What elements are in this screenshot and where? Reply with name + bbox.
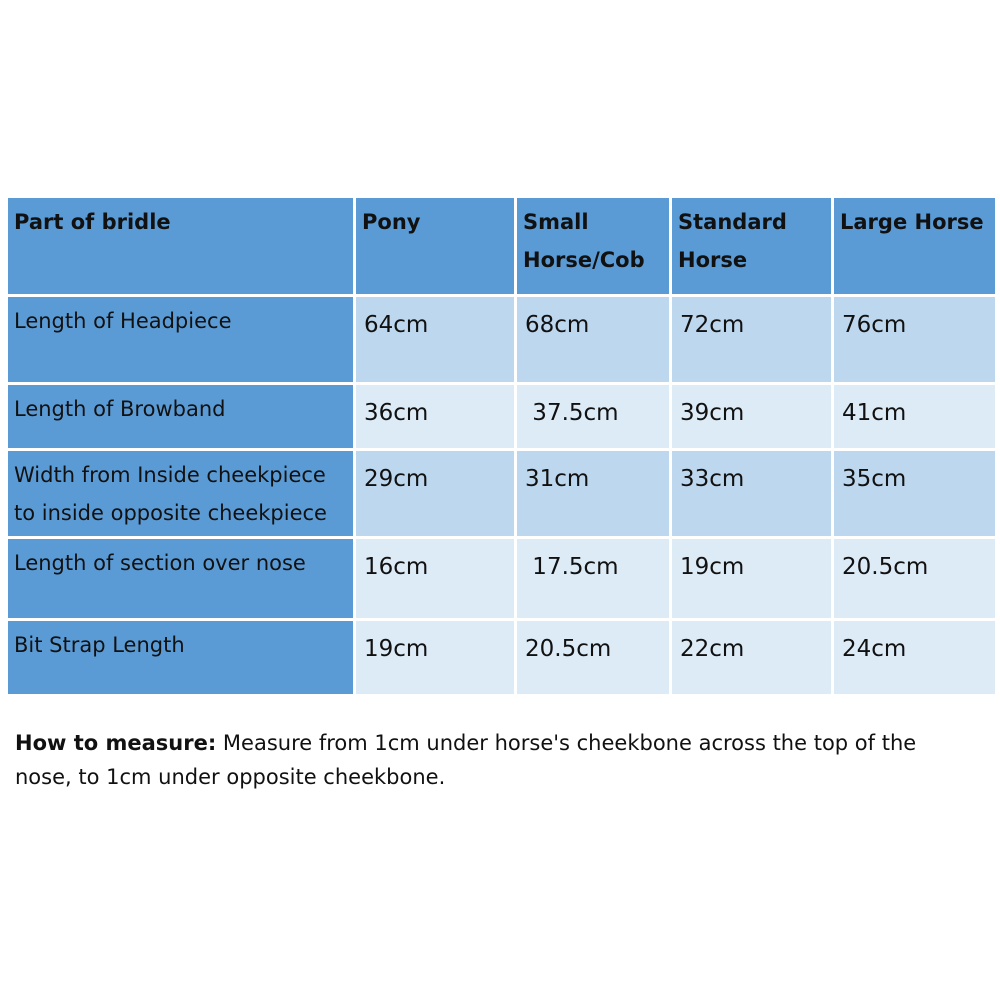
table-row <box>7 296 997 384</box>
table-cell: 29cm <box>355 450 516 538</box>
table-cell: 22cm <box>671 620 833 696</box>
table-cell: 20.5cm <box>833 538 997 620</box>
table-cell: 64cm <box>355 296 516 384</box>
table-row <box>7 620 997 696</box>
table-cell: 31cm <box>516 450 671 538</box>
table-row <box>7 538 997 620</box>
table-cell: 16cm <box>355 538 516 620</box>
table-cell: 19cm <box>671 538 833 620</box>
table-header-row <box>7 197 997 296</box>
table-row <box>7 450 997 538</box>
header-pony: Pony <box>355 197 516 296</box>
table-cell: 24cm <box>833 620 997 696</box>
measuring-note-label: How to measure: <box>15 731 217 755</box>
table-cell: 20.5cm <box>516 620 671 696</box>
row-label: Bit Strap Length <box>7 620 355 696</box>
table-cell: 76cm <box>833 296 997 384</box>
bridle-size-table <box>5 195 998 697</box>
row-label: Length of Headpiece <box>7 296 355 384</box>
header-large-horse: Large Horse <box>833 197 997 296</box>
table-cell: 72cm <box>671 296 833 384</box>
table-cell: 39cm <box>671 384 833 450</box>
row-label: Length of Browband <box>7 384 355 450</box>
measuring-note-text: Measure from 1cm under horse's cheekbone across the top of the nose, to 1cm under opposite cheekbone. <box>15 731 917 789</box>
table-cell: 17.5cm <box>516 538 671 620</box>
table-cell: 33cm <box>671 450 833 538</box>
table-cell: 68cm <box>516 296 671 384</box>
header-standard-horse: Standard Horse <box>671 197 833 296</box>
row-label: Length of section over nose <box>7 538 355 620</box>
table-cell: 36cm <box>355 384 516 450</box>
header-small-horse-cob: Small Horse/Cob <box>516 197 671 296</box>
row-label: Width from Inside cheekpiece to inside opposite cheekpiece <box>7 450 355 538</box>
table-row <box>7 384 997 450</box>
table-cell: 19cm <box>355 620 516 696</box>
table-cell: 35cm <box>833 450 997 538</box>
table-cell: 41cm <box>833 384 997 450</box>
header-part-of-bridle: Part of bridle <box>7 197 355 296</box>
table-cell: 37.5cm <box>516 384 671 450</box>
measuring-note <box>15 726 975 794</box>
